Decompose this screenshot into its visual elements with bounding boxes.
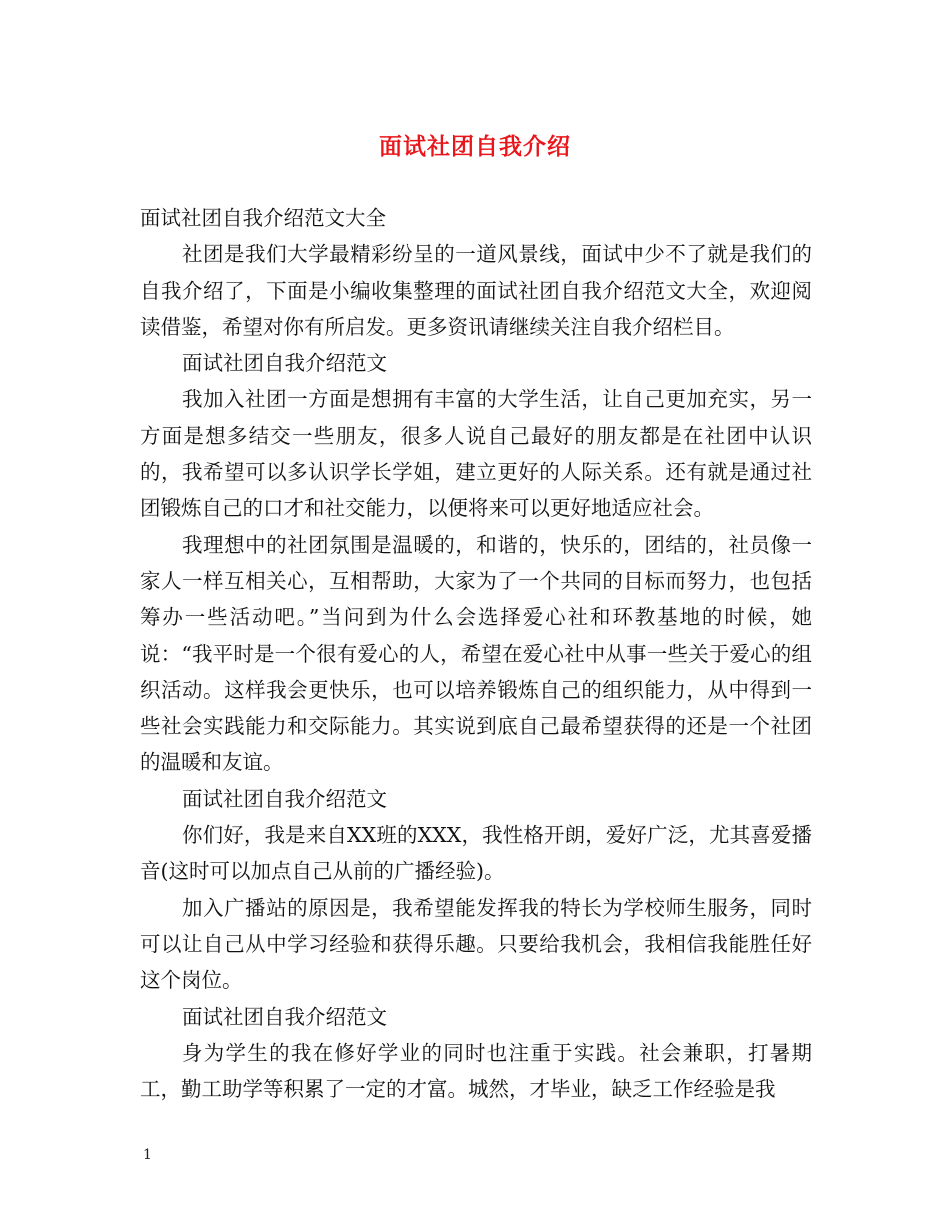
paragraph-subtitle: 面试社团自我介绍范文大全: [140, 206, 386, 230]
paragraph-intro: 社团是我们大学最精彩纷呈的一道风景线，面试中少不了就是我们的自我介绍了，下面是小编收集整理的面试社团自我介绍范文大全，欢迎阅读借鉴，希望对你有所启发。更多资讯请继续关注自我介绍栏目。: [140, 242, 812, 339]
document-body: [140, 200, 812, 1107]
section-heading: 面试社团自我介绍范文: [182, 786, 387, 811]
paragraph: 加入广播站的原因是，我希望能发挥我的特长为学校师生服务，同时可以让自己从中学习经验和获得乐趣。只要给我机会，我相信我能胜任好这个岗位。: [140, 895, 812, 993]
paragraph: 我加入社团一方面是想拥有丰富的大学生活，让自己更加充实，另一方面是想多结交一些朋友，很多人说自己最好的朋友都是在社团中认识的，我希望可以多认识学长学姐，建立更好的人际关系。还有就是通过社团锻炼自己的口才和社交能力，以便将来可以更好地适应社会。: [140, 387, 812, 521]
paragraph: 你们好，我是来自XX班的XXX，我性格开朗，爱好广泛，尤其喜爱播音(这时可以加点自己从前的广播经验)。: [140, 823, 812, 884]
section-heading: 面试社团自我介绍范文: [182, 1004, 387, 1029]
document-title: 面试社团自我介绍: [379, 133, 571, 160]
paragraph: 我理想中的社团氛围是温暖的，和谐的，快乐的，团结的，社员像一家人一样互相关心，互相帮助，大家为了一个共同的目标而努力，也包括筹办一些活动吧。”当问到为什么会选择爱心社和环教基地的时候，她说：“我平时是一个很有爱心的人，希望在爱心社中从事一些关于爱心的组织活动。这样我会更快乐，也可以培养锻炼自己的组织能力，从中得到一些社会实践能力和交际能力。其实说到底自己最希望获得的还是一个社团的温暖和友谊。: [140, 532, 812, 775]
paragraph: 身为学生的我在修好学业的同时也注重于实践。社会兼职，打暑期工，勤工助学等积累了一定的才富。城然，才毕业，缺乏工作经验是我: [140, 1040, 812, 1102]
page-number: 1: [143, 1147, 152, 1163]
section-heading: 面试社团自我介绍范文: [182, 351, 387, 376]
